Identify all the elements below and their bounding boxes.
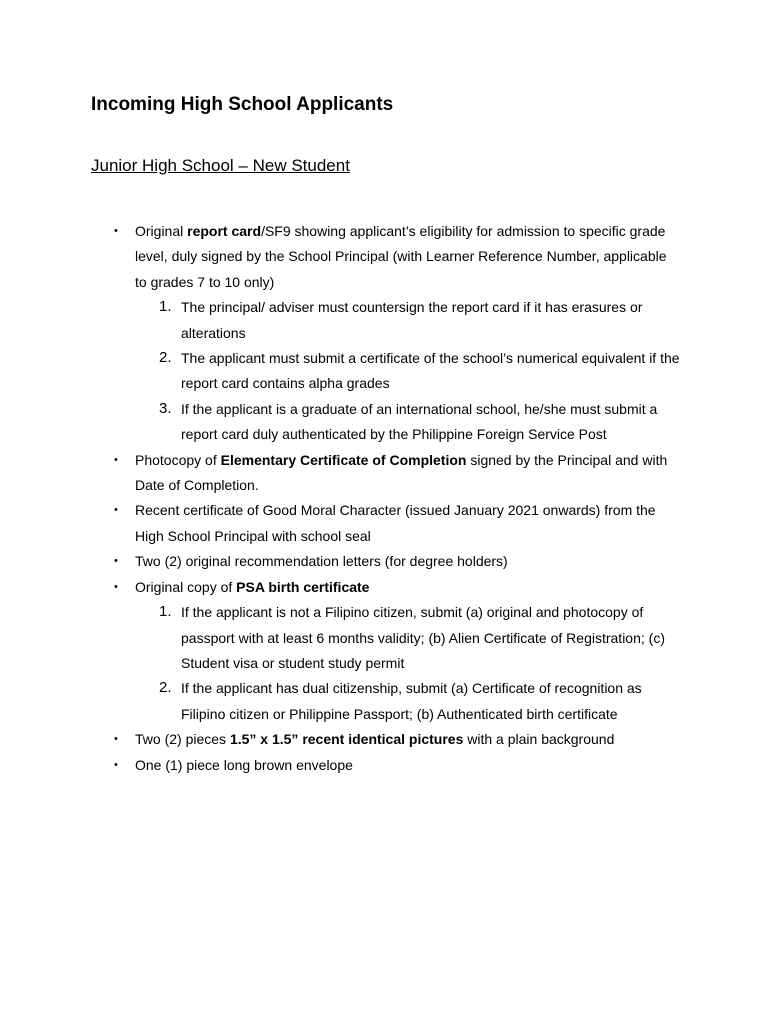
sub-requirement-text: If the applicant is a graduate of an international school, he/she must submit a report card duly authenticated by the Philippine Foreign Service Post [181, 400, 658, 443]
requirement-text-continued: /SF9 showing applicant’s eligibility for admission to specific grade level, duly signed by the School Principal (with Learner Reference Number, applicable to grades 7 to 10 only) [135, 223, 667, 290]
requirement-emphasis: Elementary Certificate of Completion [220, 451, 467, 468]
requirement-item [114, 753, 680, 778]
sub-requirement-number: 2. [159, 349, 172, 367]
requirement-emphasis: PSA birth certificate [236, 578, 370, 595]
sub-requirement-number: 3. [159, 399, 172, 417]
sub-requirement-text: The principal/ adviser must countersign the report card if it has erasures or alterations [181, 299, 643, 341]
sub-requirement-text: If the applicant has dual citizenship, submit (a) Certificate of recognition as Filipino citizen or Philippine Passport; (b) Authenticated birth certificate [181, 680, 642, 722]
requirement-text-continued: with a plain background [463, 731, 615, 748]
requirement-text: Two (2) original recommendation letters (for degree holders) [135, 553, 508, 570]
sub-requirement-text: If the applicant is not a Filipino citizen, submit (a) original and photocopy of passport with at least 6 months validity; (b) Alien Certificate of Registration; (c) Student visa or student study permit [181, 604, 665, 671]
requirement-item [114, 448, 680, 499]
sub-requirement-item [159, 676, 680, 727]
bullet-icon: • [114, 453, 118, 466]
page-title: Incoming High School Applicants [91, 94, 394, 115]
bullet-icon: • [114, 580, 118, 593]
requirement-sublist [135, 295, 680, 447]
requirement-text: Photocopy of [135, 451, 221, 468]
requirement-text: Original [135, 223, 188, 239]
requirement-text: One (1) piece long brown envelope [135, 756, 353, 773]
sub-requirement-item [159, 346, 680, 397]
requirement-text-continued: signed by the Principal and with Date of Completion. [135, 451, 668, 494]
sub-requirement-item [159, 600, 680, 676]
requirement-item [114, 219, 680, 448]
bullet-icon: • [114, 504, 118, 517]
sub-requirement-number: 1. [159, 603, 172, 621]
sub-requirement-item [159, 295, 680, 346]
section-subtitle: Junior High School – New Student [91, 156, 350, 175]
sub-requirement-item [159, 397, 680, 448]
requirement-item [114, 498, 680, 549]
requirements-list [114, 219, 680, 778]
requirement-emphasis: report card [187, 223, 262, 239]
bullet-icon: • [114, 758, 118, 771]
requirement-item [114, 727, 680, 752]
sub-requirement-number: 1. [159, 298, 172, 316]
requirement-item [114, 575, 680, 727]
bullet-icon: • [114, 733, 118, 746]
requirement-emphasis: 1.5” x 1.5” recent identical pictures [229, 731, 464, 748]
requirement-text: Recent certificate of Good Moral Character (issued January 2021 onwards) from the High School Principal with school seal [135, 502, 656, 544]
requirement-text: Original copy of [135, 578, 237, 595]
bullet-icon: • [114, 555, 118, 568]
requirement-item [114, 549, 680, 574]
sub-requirement-number: 2. [159, 679, 172, 697]
requirement-text: Two (2) pieces [135, 731, 230, 748]
bullet-icon: • [114, 225, 118, 237]
requirement-sublist [135, 600, 680, 727]
sub-requirement-text: The applicant must submit a certificate of the school’s numerical equivalent if the report card contains alpha grades [181, 350, 680, 392]
